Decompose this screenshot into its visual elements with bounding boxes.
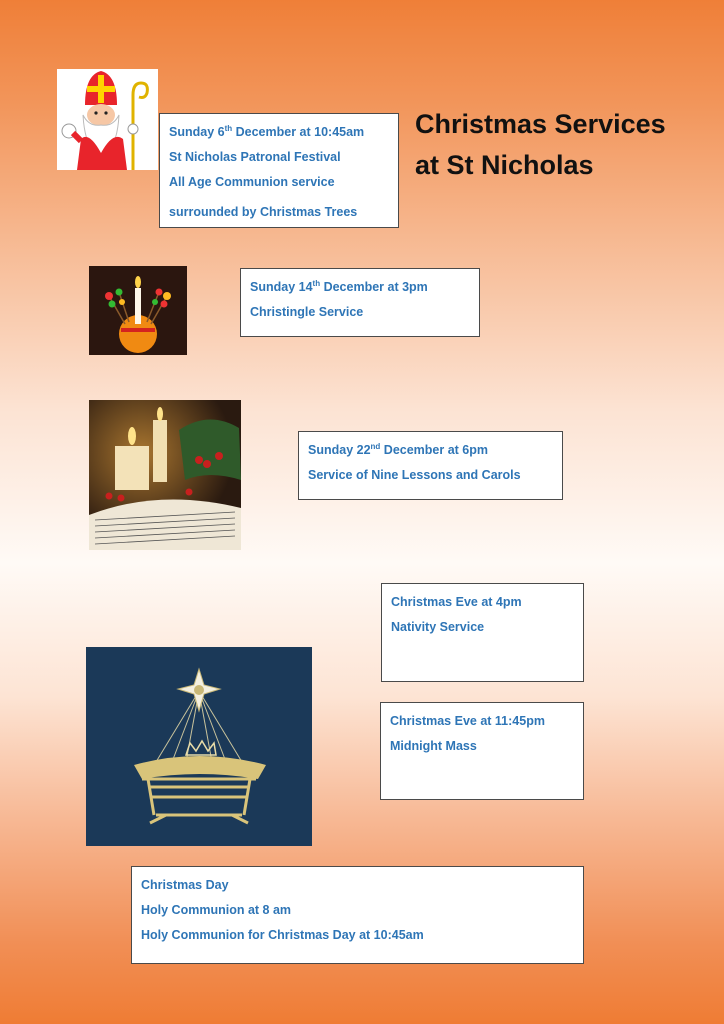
service-date: Christmas Eve at 11:45pm (390, 714, 545, 728)
service-date: Sunday 22nd December at 6pm (308, 441, 488, 457)
service-name: Christingle Service (250, 305, 364, 319)
candles-carols-image (89, 400, 241, 550)
title-line-2: at St Nicholas (415, 150, 594, 180)
service-name: Holy Communion at 8 am (141, 903, 292, 917)
service-card-nine-lessons (298, 431, 563, 500)
service-detail: All Age Communion service (169, 175, 335, 189)
page-title (415, 104, 666, 186)
service-name: Service of Nine Lessons and Carols (308, 468, 521, 482)
service-name: Midnight Mass (390, 739, 477, 753)
service-date: Sunday 14th December at 3pm (250, 278, 428, 294)
service-card-christingle (240, 268, 480, 337)
service-detail: Holy Communion for Christmas Day at 10:45am (141, 928, 424, 942)
service-card-christmas-day (131, 866, 584, 964)
nativity-manger-image (86, 647, 312, 846)
service-date: Christmas Eve at 4pm (391, 595, 522, 609)
st-nicholas-image (57, 69, 158, 170)
service-name: Nativity Service (391, 620, 485, 634)
title-line-1: Christmas Services (415, 109, 666, 139)
christingle-image (89, 266, 187, 355)
service-date: Sunday 6th December at 10:45am (169, 123, 365, 139)
service-card-patronal-festival (159, 113, 399, 228)
service-detail-2: surrounded by Christmas Trees (169, 205, 358, 219)
service-card-nativity (381, 583, 584, 682)
service-date: Christmas Day (141, 878, 229, 892)
service-name: St Nicholas Patronal Festival (169, 150, 341, 164)
service-card-midnight-mass (380, 702, 584, 800)
